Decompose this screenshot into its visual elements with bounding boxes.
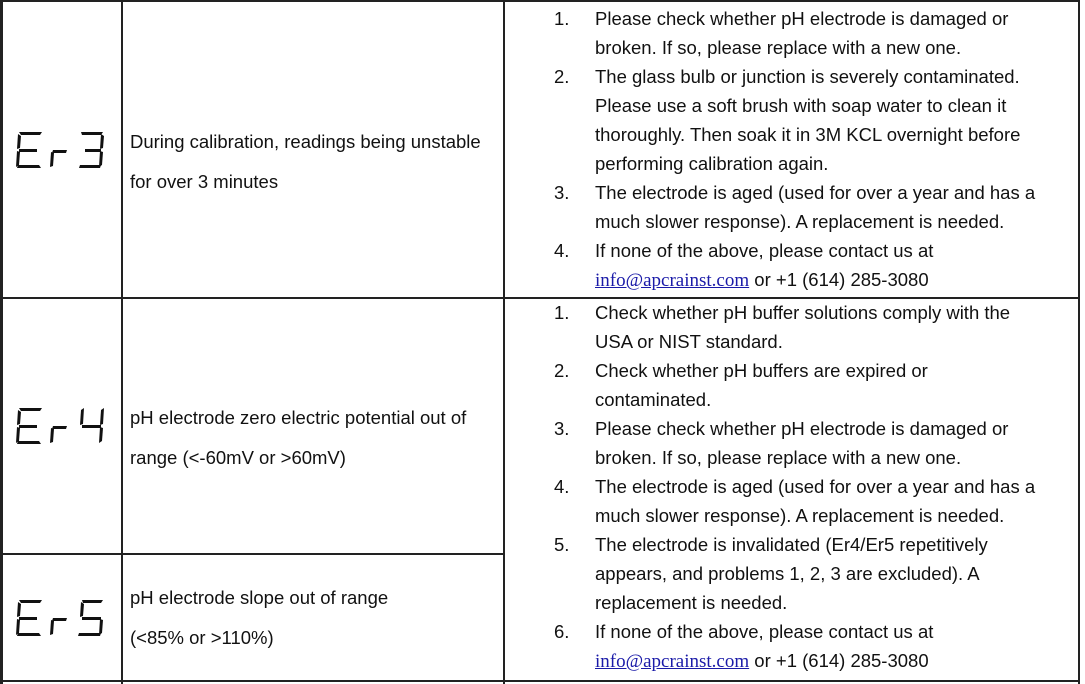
description-line: During calibration, readings being unstable	[130, 131, 481, 152]
description-line: pH electrode slope out of range	[130, 587, 389, 608]
error-code-cell	[3, 2, 121, 297]
table-border	[1078, 0, 1080, 684]
phone-text: or +1 (614) 285-3080	[749, 650, 929, 671]
seven-segment-er5-icon	[15, 598, 105, 638]
phone-text: or +1 (614) 285-3080	[749, 269, 929, 290]
table-border	[0, 0, 1080, 2]
error-code-cell	[3, 555, 121, 680]
list-item: 4. If none of the above, please contact us at info@apcrainst.com or +1 (614) 285-3080	[554, 240, 934, 291]
list-item: 6. If none of the above, please contact us at info@apcrainst.com or +1 (614) 285-3080	[554, 621, 934, 672]
list-item: 3. Please check whether pH electrode is damaged or broken. If so, please replace with a new one.	[554, 418, 1009, 468]
seven-segment-er3-icon	[15, 130, 105, 170]
description-line: range (<-60mV or >60mV)	[130, 447, 346, 468]
list-item: 2. The glass bulb or junction is severely contaminated. Please use a soft brush with soap water to clean it thoroughly. Then soak it in 3M KCL overnight before performing calibration again.	[554, 66, 1021, 174]
table-border	[0, 680, 1080, 682]
error-description-cell	[123, 398, 503, 478]
description-line: for over 3 minutes	[130, 171, 279, 192]
error-description-cell	[123, 578, 503, 658]
list-item: 1. Please check whether pH electrode is damaged or broken. If so, please replace with a new one.	[554, 8, 1009, 58]
seven-segment-er4-icon	[15, 406, 105, 446]
list-item: 4. The electrode is aged (used for over a year and has a much slower response). A replacement is needed.	[554, 476, 1036, 526]
email-link[interactable]: info@apcrainst.com	[595, 270, 750, 291]
list-item: 3. The electrode is aged (used for over a year and has a much slower response). A replacement is needed.	[554, 182, 1036, 232]
error-code-cell	[3, 299, 121, 553]
email-link[interactable]: info@apcrainst.com	[595, 651, 750, 672]
solution-list	[505, 298, 1078, 680]
list-item: 1. Check whether pH buffer solutions comply with the USA or NIST standard.	[554, 302, 1011, 352]
list-item: 5. The electrode is invalidated (Er4/Er5 repetitively appears, and problems 1, 2, 3 are excluded). A replacement is needed.	[554, 534, 988, 613]
description-line: pH electrode zero electric potential out of	[130, 407, 467, 428]
error-description-cell	[123, 122, 503, 202]
list-item: 2. Check whether pH buffers are expired or contaminated.	[554, 360, 928, 410]
solution-list	[505, 4, 1078, 297]
description-line: (<85% or >110%)	[130, 627, 274, 648]
